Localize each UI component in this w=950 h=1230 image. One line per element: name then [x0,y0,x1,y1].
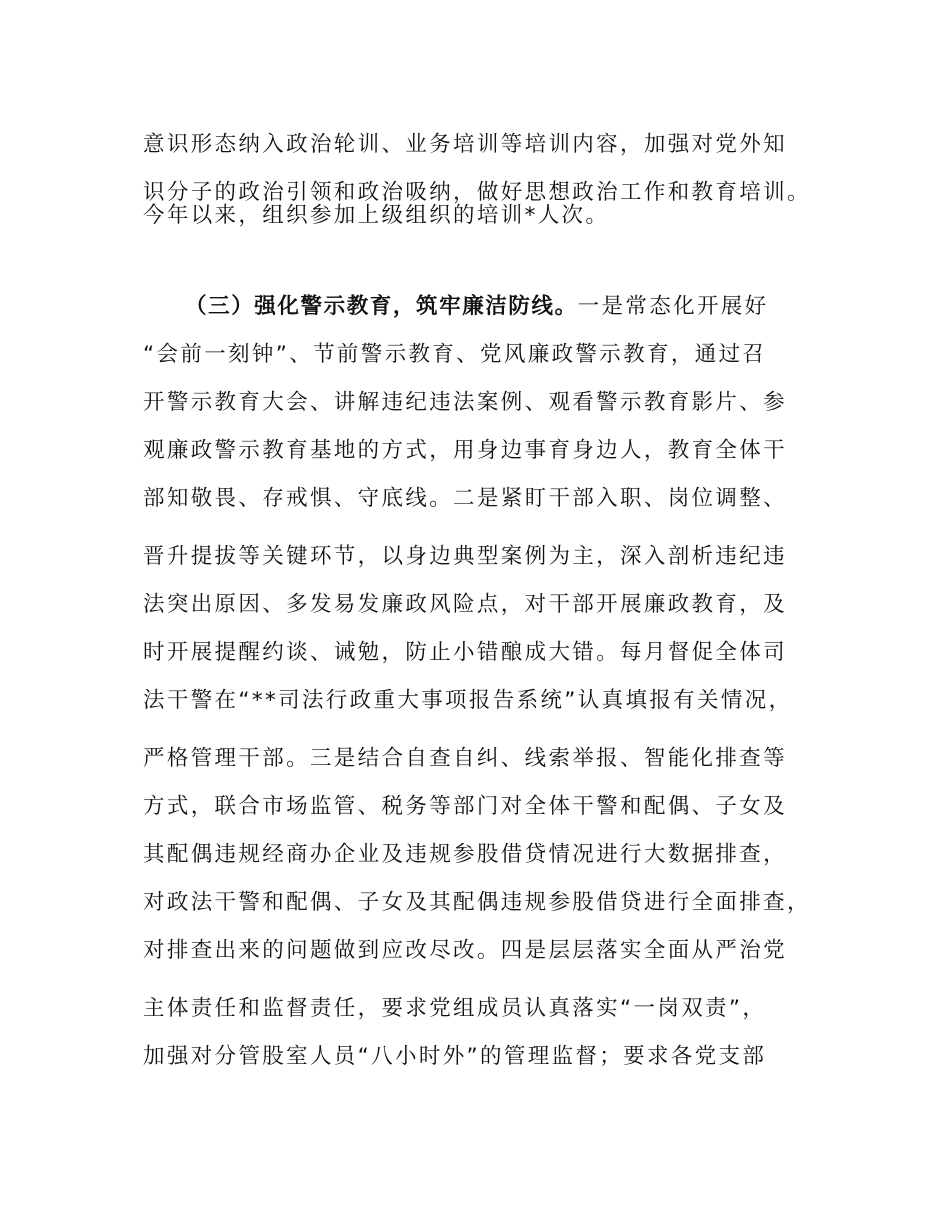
paragraph-2-line-7: 法突出原因、多发易发廉政风险点，对干部开展廉政教育，及 [143,592,787,617]
paragraph-2-line-14: 对排查出来的问题做到应改尽改。四是层层落实全面从严治党 [143,938,787,963]
paragraph-1-line-1: 意识形态纳入政治轮训、业务培训等培训内容，加强对党外知 [143,132,787,157]
paragraph-2-line-4: 观廉政警示教育基地的方式，用身边事育身边人，教育全体干 [143,438,787,463]
paragraph-2-line-15: 主体责任和监督责任，要求党组成员认真落实“一岗双责”， [143,996,767,1021]
paragraph-2-line-12: 其配偶违规经商办企业及违规参股借贷情况进行大数据排查， [143,842,787,867]
paragraph-2-line-11: 方式，联合市场监管、税务等部门对全体干警和配偶、子女及 [143,794,787,819]
paragraph-2-first-line [185,292,769,322]
paragraph-1-line-3: 今年以来，组织参加上级组织的培训*人次。 [143,203,610,228]
paragraph-2-line-2: “会前一刻钟”、节前警示教育、党风廉政警示教育，通过召 [143,342,767,367]
paragraph-2-line-13: 对政法干警和配偶、子女及其配偶违规参股借贷进行全面排查， [143,890,811,915]
paragraph-2-first-line-text: 一是常态化开展好 [577,294,769,319]
paragraph-2-line-16: 加强对分管股室人员“八小时外”的管理监督；要求各党支部 [143,1044,767,1069]
paragraph-2-line-6: 晋升提拔等关键环节，以身边典型案例为主，深入剖析违纪违 [143,544,787,569]
paragraph-2-line-5: 部知敬畏、存戒惧、守底线。二是紧盯干部入职、岗位调整、 [143,486,787,511]
paragraph-2-line-9: 法干警在“**司法行政重大事项报告系统”认真填报有关情况， [143,688,793,713]
paragraph-2-line-8: 时开展提醒约谈、诫勉，防止小错酿成大错。每月督促全体司 [143,640,787,665]
section-heading: （三）强化警示教育，筑牢廉洁防线。 [185,294,578,319]
paragraph-1-line-2: 识分子的政治引领和政治吸纳，做好思想政治工作和教育培训。 [143,180,811,205]
paragraph-2-line-10: 严格管理干部。三是结合自查自纠、线索举报、智能化排查等 [143,746,787,771]
paragraph-2-line-3: 开警示教育大会、讲解违纪违法案例、观看警示教育影片、参 [143,390,787,415]
